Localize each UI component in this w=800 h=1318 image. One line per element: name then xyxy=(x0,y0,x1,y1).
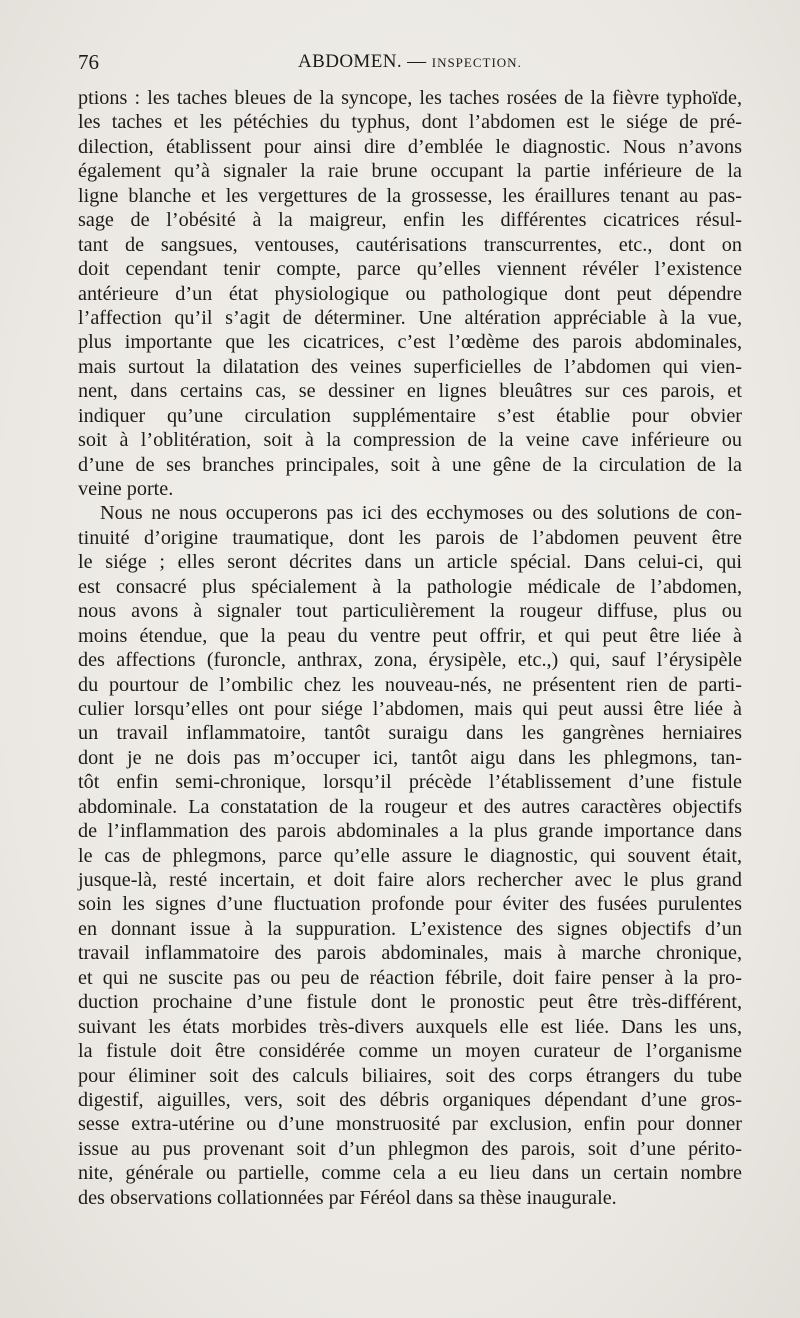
text-line: également qu’à signaler la raie brune occupant la partie inférieure de la xyxy=(78,160,742,183)
text-line: d’une de ses branches principales, soit à une gêne de la circulation de la xyxy=(78,453,742,476)
text-line: l’affection qu’il s’agit de déterminer. Une altération appréciable à la vue, xyxy=(78,306,742,329)
text-line: jusque-là, resté incertain, et doit faire alors rechercher avec le plus grand xyxy=(78,869,742,891)
text-line: des observations collationnées par Féréol dans sa thèse inaugurale. xyxy=(78,1186,617,1209)
text-line: culier lorsqu’elles ont pour siége l’abdomen, mais qui peut aussi être liée à xyxy=(78,697,742,720)
text-line: suivant les états morbides très-divers auxquels elle est liée. Dans les uns, xyxy=(78,1015,742,1038)
text-line: plus importante que les cicatrices, c’est l’œdème des parois abdominales, xyxy=(78,331,742,354)
text-line: nite, générale ou partielle, comme cela a eu lieu dans un certain nombre xyxy=(78,1162,742,1185)
text-line: le cas de phlegmons, parce qu’elle assure le diagnostic, qui souvent était, xyxy=(78,844,742,867)
text-line: nous avons à signaler tout particulièrement la rougeur diffuse, plus ou xyxy=(78,600,742,623)
text-line: et qui ne suscite pas ou peu de réaction fébrile, doit faire penser à la pro- xyxy=(78,966,742,989)
text-line: nent, dans certains cas, se dessiner en lignes bleuâtres sur ces parois, et xyxy=(78,380,742,403)
text-line: un travail inflammatoire, tantôt suraigu dans les gangrènes herniaires xyxy=(78,722,742,745)
text-line: ligne blanche et les vergettures de la grossesse, les éraillures tenant au pas- xyxy=(78,184,742,207)
text-line: tant de sangsues, ventouses, cautérisations transcurrentes, etc., dont on xyxy=(78,233,742,256)
text-line: veine porte. xyxy=(78,478,174,500)
text-line: abdominale. La constatation de la rougeur et des autres caractères objectifs xyxy=(78,795,742,818)
text-line: ptions : les taches bleues de la syncope, les taches rosées de la fièvre typhoïde, xyxy=(78,87,742,109)
text-line: digestif, aiguilles, vers, soit des débris organiques dépendant d’une gros- xyxy=(78,1088,742,1111)
text-line: issue au pus provenant soit d’un phlegmon des parois, soit d’une périto- xyxy=(78,1137,742,1160)
text-line: travail inflammatoire des parois abdominales, mais à marche chronique, xyxy=(78,942,742,965)
text-line: antérieure d’un état physiologique ou pathologique dont peut dépendre xyxy=(78,282,742,305)
text-line: soin les signes d’une fluctuation profonde pour éviter des fusées purulentes xyxy=(78,893,742,916)
text-line: tinuité d’origine traumatique, dont les parois de l’abdomen peuvent être xyxy=(78,526,742,549)
paragraph xyxy=(78,501,742,1210)
running-title-main: ABDOMEN. xyxy=(298,51,403,72)
text-line: pour éliminer soit des calculs biliaires, soit des corps étrangers du tube xyxy=(78,1064,742,1087)
text-line: dont je ne dois pas m’occuper ici, tantôt aigu dans les phlegmons, tan- xyxy=(78,746,742,769)
text-line: les taches et les pétéchies du typhus, dont l’abdomen est le siége de pré- xyxy=(78,111,742,134)
running-title-dash: — xyxy=(407,51,427,72)
text-line: en donnant issue à la suppuration. L’existence des signes objectifs d’un xyxy=(78,917,742,940)
body-text xyxy=(78,86,742,1210)
page-number: 76 xyxy=(78,50,99,74)
running-header xyxy=(78,50,742,74)
text-line: des affections (furoncle, anthrax, zona, érysipèle, etc.,) qui, sauf l’érysipèle xyxy=(78,649,742,672)
text-line: tôt enfin semi-chronique, lorsqu’il précède l’établissement d’une fistule xyxy=(78,771,742,794)
text-line: est consacré plus spécialement à la pathologie médicale de l’abdomen, xyxy=(78,575,742,598)
text-line: indiquer qu’une circulation supplémentaire s’est établie pour obvier xyxy=(78,404,742,427)
text-line: dilection, établissent pour ainsi dire d’emblée le diagnostic. Nous n’avons xyxy=(78,135,742,158)
text-line: la fistule doit être considérée comme un moyen curateur de l’organisme xyxy=(78,1040,742,1063)
text-line: le siége ; elles seront décrites dans un article spécial. Dans celui-ci, qui xyxy=(78,551,742,574)
text-line: duction prochaine d’une fistule dont le pronostic peut être très-différent, xyxy=(78,991,742,1014)
text-line: Nous ne nous occuperons pas ici des ecchymoses ou des solutions de con- xyxy=(100,502,742,525)
text-line: sesse extra-utérine ou d’une monstruosité par exclusion, enfin pour donner xyxy=(78,1113,742,1136)
running-title xyxy=(298,50,522,75)
text-line: doit cependant tenir compte, parce qu’elles viennent révéler l’existence xyxy=(78,258,742,281)
text-line: soit à l’oblitération, soit à la compression de la veine cave inférieure ou xyxy=(78,429,742,452)
text-line: du pourtour de l’ombilic chez les nouveau-nés, ne présentent rien de parti- xyxy=(78,673,742,696)
paragraph xyxy=(78,86,742,501)
text-line: de l’inflammation des parois abdominales a la plus grande importance dans xyxy=(78,820,742,843)
text-line: moins étendue, que la peau du ventre peut offrir, et qui peut être liée à xyxy=(78,624,742,647)
text-line: mais surtout la dilatation des veines superficielles de l’abdomen qui vien- xyxy=(78,355,742,378)
text-line: sage de l’obésité à la maigreur, enfin les différentes cicatrices résul- xyxy=(78,209,742,232)
running-title-sub: INSPECTION. xyxy=(431,55,522,70)
